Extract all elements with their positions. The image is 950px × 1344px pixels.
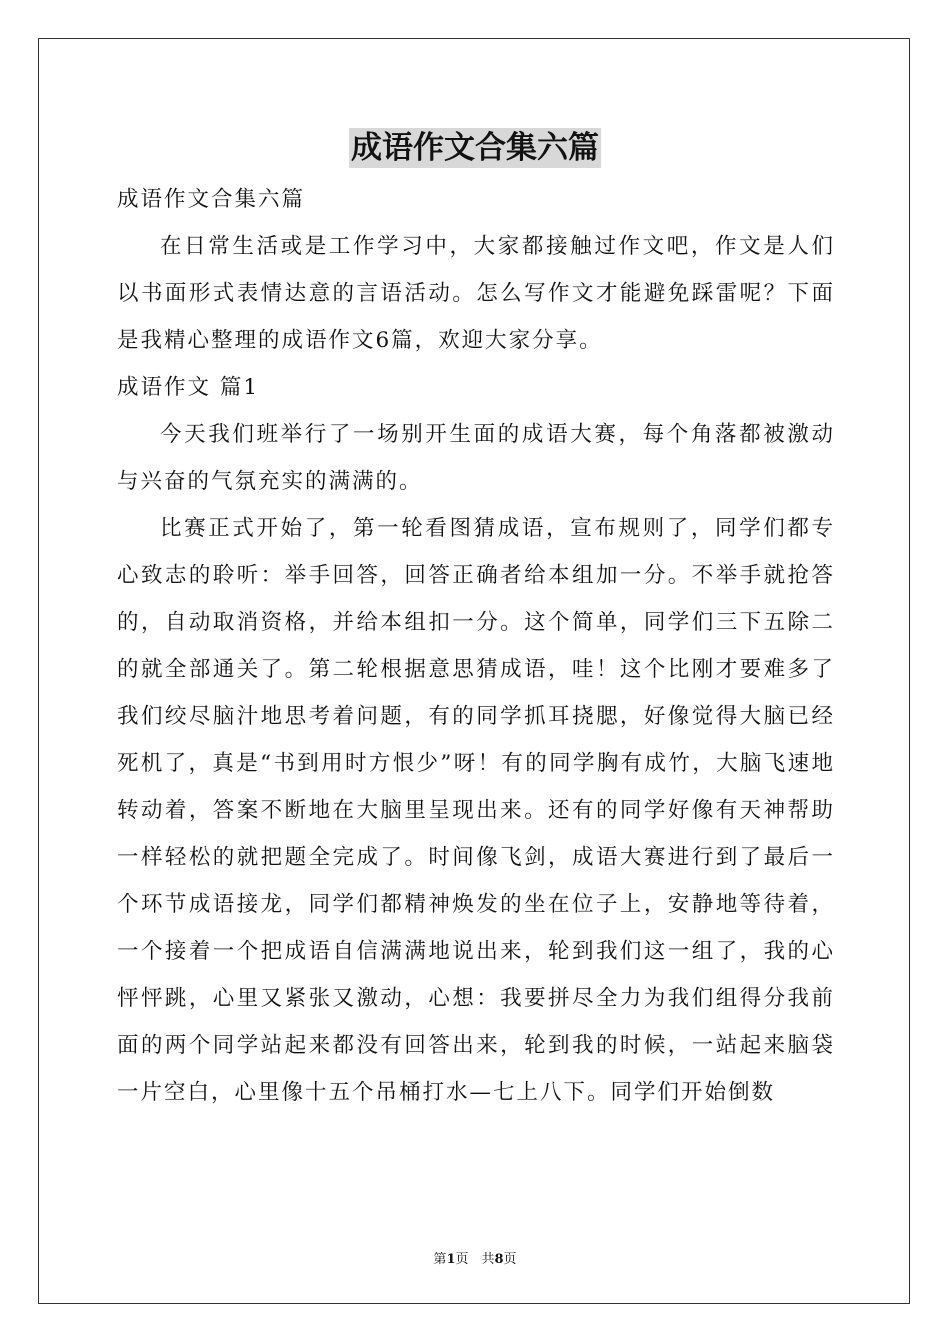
document-title: 成语作文合集六篇 bbox=[351, 130, 599, 166]
section-heading: 成语作文 篇1 bbox=[117, 375, 260, 400]
body-paragraph-1: 今天我们班举行了一场别开生面的成语大赛，每个角落都被激动与兴奋的气氛充实的满满的。 bbox=[117, 422, 835, 494]
footer-mid: 页 共 bbox=[455, 1252, 495, 1267]
body-paragraph-2: 比赛正式开始了，第一轮看图猜成语，宣布规则了，同学们都专心致志的聆听：举手回答，回答正确者给本组加一分。不举手就抢答的，自动取消资格，并给本组扣一分。这个简单，同学们三下五除二的就全部通关了。第二轮根据意思猜成语，哇！这个比刚才要难多了我们绞尽脑汁地思考着问题，有的同学抓耳挠腮，好像觉得大脑已经死机了，真是“书到用时方恨少”呀！有的同学胸有成竹，大脑飞速地转动着，答案不断地在大脑里呈现出来。还有的同学好像有天神帮助一样轻松的就把题全完成了。时间像飞剑，成语大赛进行到了最后一个环节成语接龙，同学们都精神焕发的坐在位子上，安静地等待着，一个接着一个把成语自信满满地说出来，轮到我们这一组了，我的心怦怦跳，心里又紧张又激动，心想：我要拼尽全力为我们组得分我前面的两个同学站起来都没有回答出来，轮到我的时候，一站起来脑袋一片空白，心里像十五个吊桶打水—七上八下。同学们开始倒数 bbox=[117, 516, 835, 1105]
intro-paragraph: 在日常生活或是工作学习中，大家都接触过作文吧，作文是人们以书面形式表情达意的言语活动。怎么写作文才能避免踩雷呢？下面是我精心整理的成语作文6篇，欢迎大家分享。 bbox=[117, 234, 835, 353]
footer-prefix: 第 bbox=[433, 1252, 447, 1267]
page-footer bbox=[0, 1248, 950, 1267]
footer-total-pages: 8 bbox=[494, 1252, 504, 1267]
footer-suffix: 页 bbox=[503, 1252, 517, 1267]
document-body bbox=[117, 176, 835, 1116]
subtitle-line: 成语作文合集六篇 bbox=[117, 187, 306, 212]
title-wrap bbox=[0, 128, 950, 168]
footer-page-number: 1 bbox=[446, 1252, 456, 1267]
